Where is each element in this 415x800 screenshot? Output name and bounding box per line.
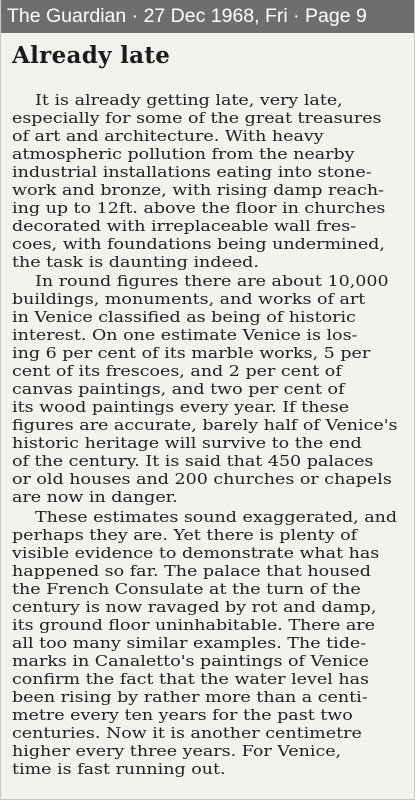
text-line: of the century. It is said that 450 palaces: [12, 452, 374, 470]
text-line: In round figures there are about 10,000: [35, 272, 389, 290]
text-line: happened so far. The palace that housed: [12, 562, 371, 580]
text-line: all too many similar examples. The tide-: [12, 634, 367, 652]
text-line: decorated with irreplaceable wall fres-: [12, 217, 357, 235]
text-line: buildings, monuments, and works of art: [12, 290, 366, 308]
text-line: in Venice classified as being of historic: [12, 308, 356, 326]
text-line: the French Consulate at the turn of the: [12, 580, 361, 598]
text-line: visible evidence to demonstrate what has: [12, 544, 380, 562]
text-line: work and bronze, with rising damp reach-: [12, 181, 385, 199]
text-line: its ground floor uninhabitable. There are: [12, 616, 375, 634]
text-line: interest. On one estimate Venice is los-: [12, 326, 358, 344]
text-line: are now in danger.: [12, 488, 178, 506]
text-line: century is now ravaged by rot and damp,: [12, 598, 377, 616]
text-line: or old houses and 200 churches or chapels: [12, 470, 392, 488]
text-line: ing up to 12ft. above the floor in churches: [12, 199, 386, 217]
text-line: marks in Canaletto's paintings of Venice: [12, 652, 369, 670]
text-line: confirm the fact that the water level has: [12, 670, 369, 688]
text-line: It is already getting late, very late,: [35, 91, 343, 109]
text-line: atmospheric pollution from the nearby: [12, 145, 355, 163]
text-line: been rising by rather more than a centi-: [12, 688, 368, 706]
newspaper-clipping: [1, 33, 414, 800]
text-line: cent of its frescoes, and 2 per cent of: [12, 362, 342, 380]
text-line: ing 6 per cent of its marble works, 5 per: [12, 344, 371, 362]
source-caption: The Guardian · 27 Dec 1968, Fri · Page 9: [1, 0, 414, 33]
text-line: especially for some of the great treasures: [12, 109, 382, 127]
text-line: metre every ten years for the past two: [12, 706, 353, 724]
text-line: the task is daunting indeed.: [12, 253, 259, 271]
text-line: figures are accurate, barely half of Venice's: [12, 416, 398, 434]
article-headline: Already late: [12, 42, 171, 69]
text-line: its wood paintings every year. If these: [12, 398, 350, 416]
text-line: These estimates sound exaggerated, and: [35, 508, 398, 526]
text-line: industrial installations eating into stone-: [12, 163, 372, 181]
text-line: canvas paintings, and two per cent of: [12, 380, 345, 398]
text-line: of art and architecture. With heavy: [12, 127, 324, 145]
text-line: centuries. Now it is another centimetre: [12, 724, 362, 742]
text-line: coes, with foundations being undermined,: [12, 235, 385, 253]
text-line: time is fast running out.: [12, 760, 226, 778]
text-line: higher every three years. For Venice,: [12, 742, 342, 760]
text-line: perhaps they are. Yet there is plenty of: [12, 526, 358, 544]
text-line: historic heritage will survive to the end: [12, 434, 362, 452]
